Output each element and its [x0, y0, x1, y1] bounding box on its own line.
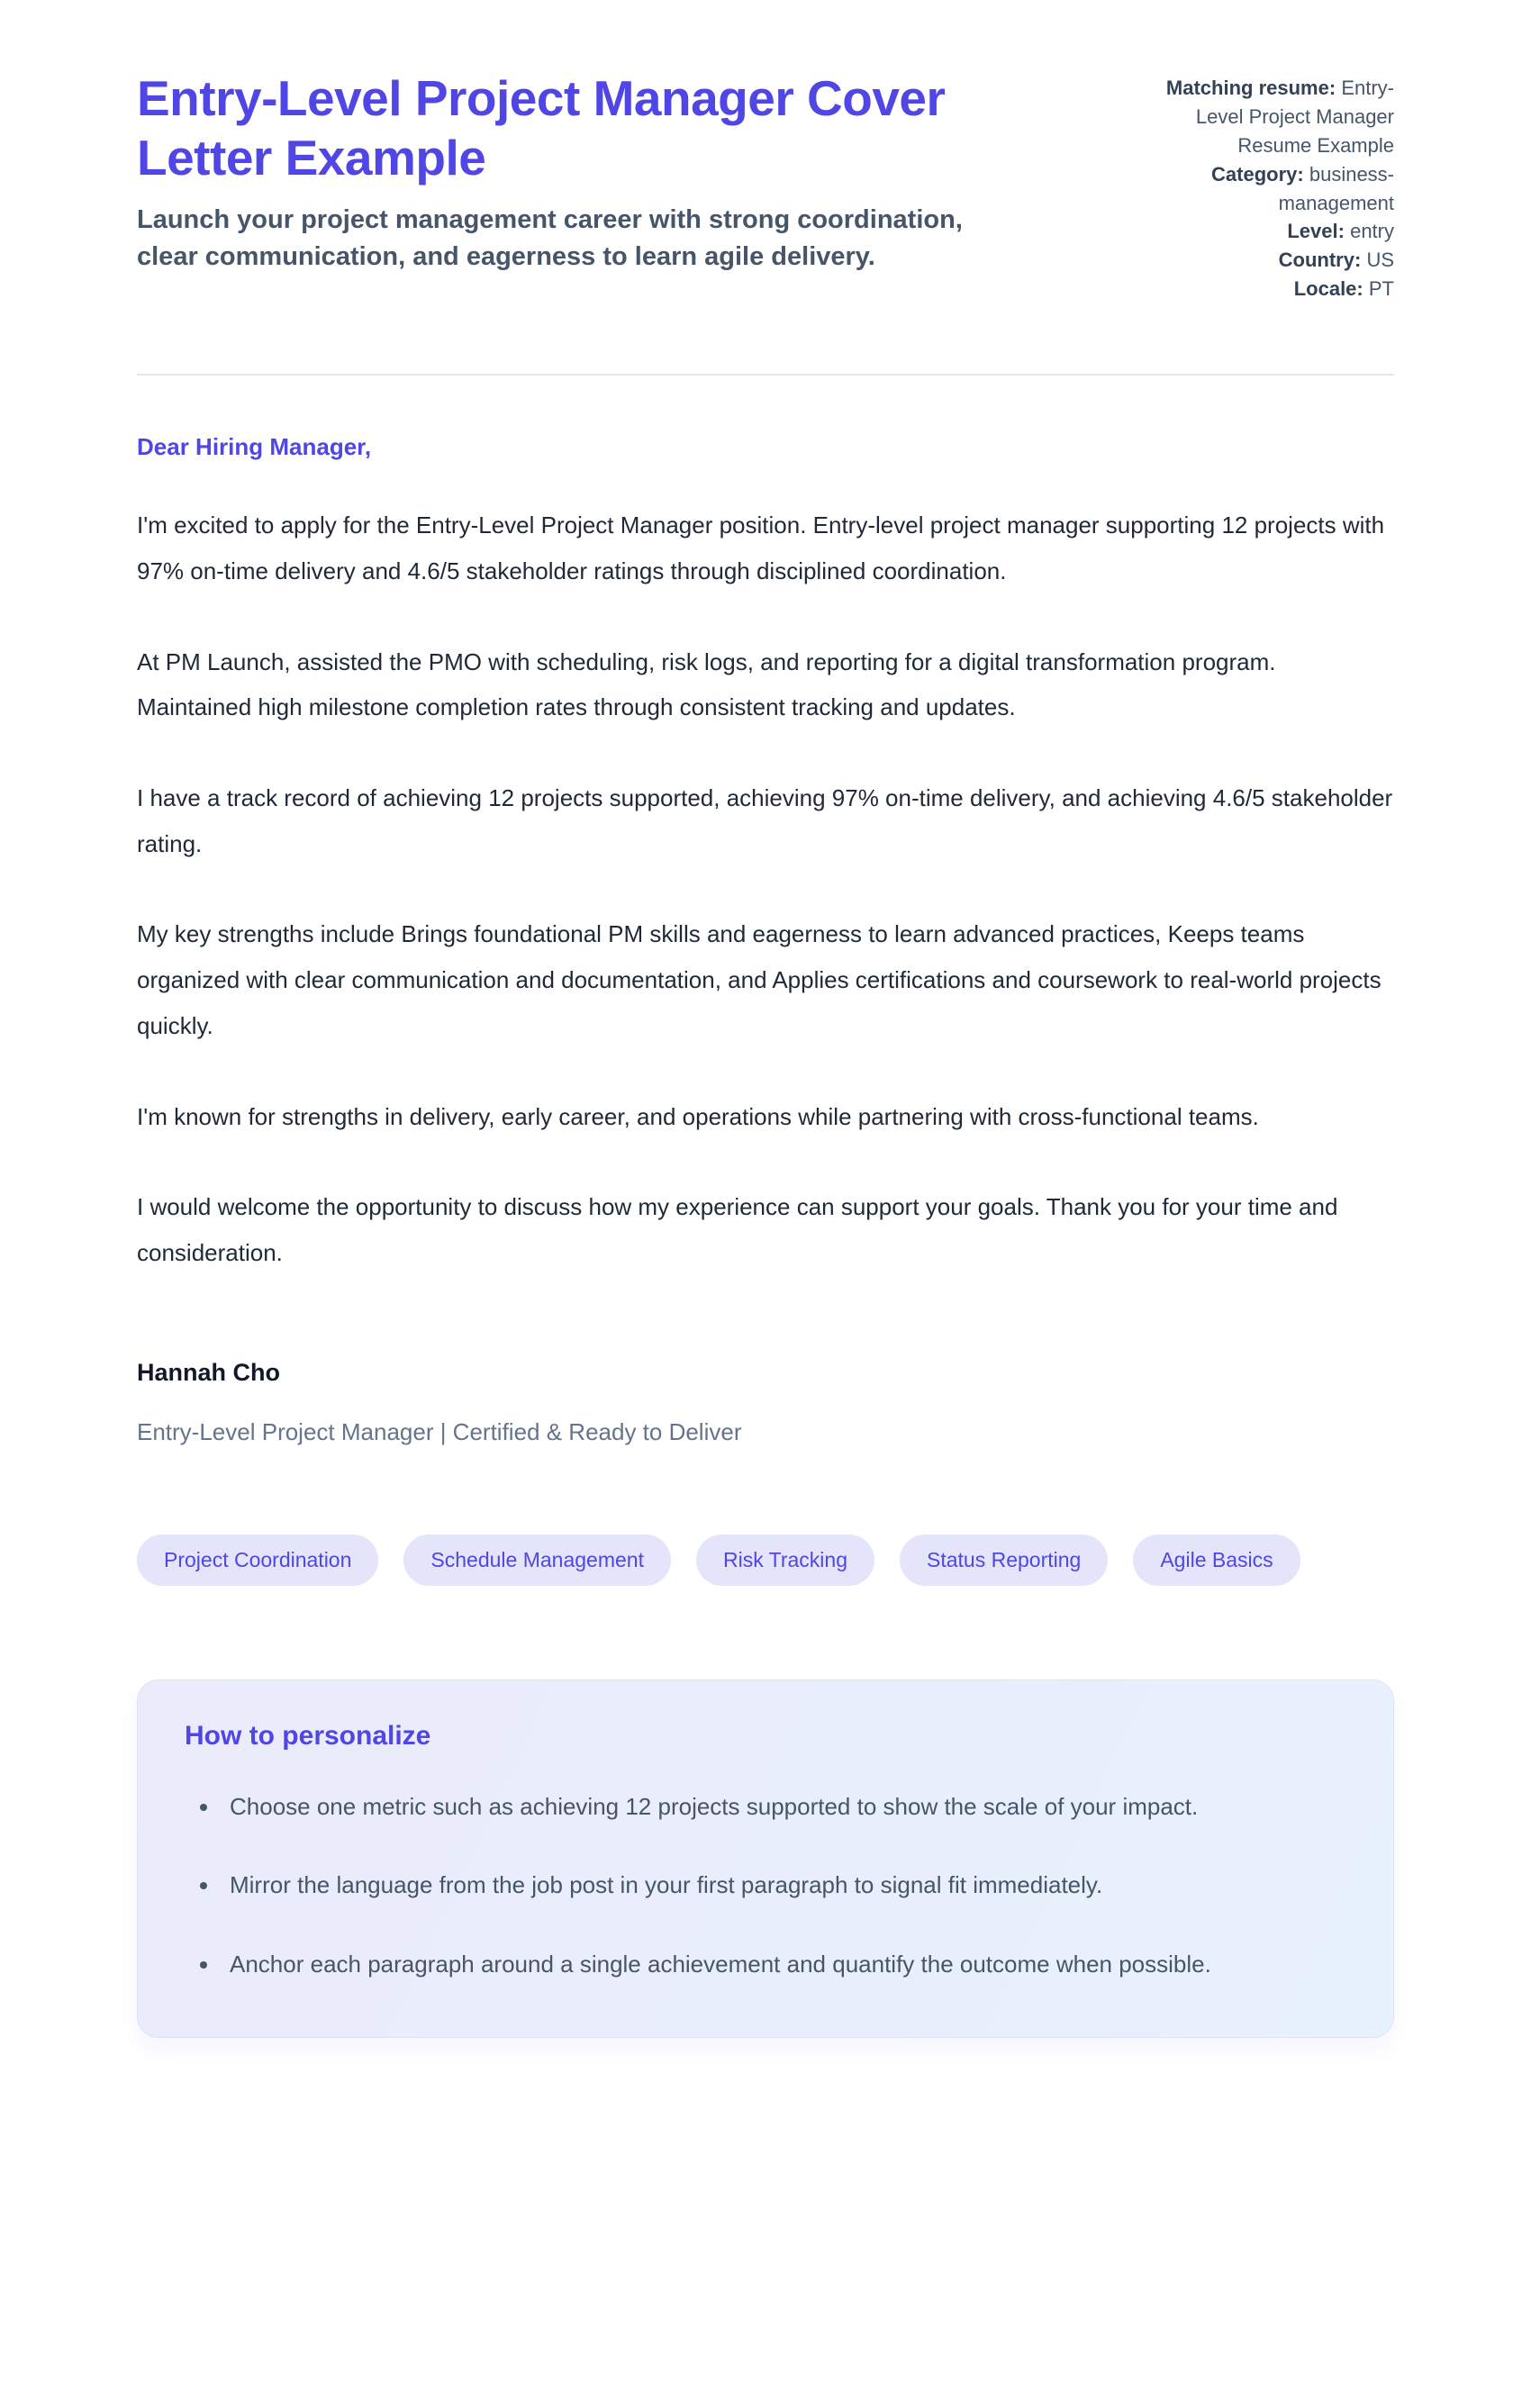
signature-role: Entry-Level Project Manager | Certified & Ready to Deliver [137, 1417, 742, 1445]
letter-paragraph: I would welcome the opportunity to discuss how my experience can support your goals. Thank you for your time and consideration. [137, 1193, 1338, 1266]
meta-country-value: US [1366, 249, 1394, 272]
meta-category-label: Category: [1211, 162, 1304, 186]
meta-category-value: business-management [1278, 162, 1394, 214]
letter-paragraph: I'm excited to apply for the Entry-Level Project Manager position. Entry-level project manager supporting 12 projects with 97% on-time delivery and 4.6/5 stakeholder ratings through disciplined coordination. [137, 511, 1385, 584]
signature-block [137, 1357, 1394, 1453]
signature-name: Hannah Cho [137, 1358, 280, 1386]
meta-country [1124, 246, 1394, 275]
meta-country-label: Country: [1278, 249, 1362, 272]
header-title-block [137, 68, 1028, 276]
letter-paragraph: My key strengths include Brings foundational PM skills and eagerness to learn advanced practices, Keeps teams organized with clear communication and documentation, and Applies certifications and coursework to real-world projects quickly. [137, 920, 1382, 1039]
page-subtitle: Launch your project management career with strong coordination, clear communication, and eagerness to learn agile delivery. [137, 205, 963, 272]
meta-matching-resume [1124, 74, 1394, 160]
letter-paragraph: At PM Launch, assisted the PMO with scheduling, risk logs, and reporting for a digital transformation program. Maintained high milestone completion rates through consistent tracking and updates. [137, 647, 1276, 721]
meta-matching-resume-label: Matching resume: [1165, 77, 1336, 99]
personalize-tip-list [185, 1785, 1346, 1987]
meta-locale-label: Locale: [1293, 277, 1363, 301]
meta-locale-value: PT [1368, 277, 1394, 301]
letter-body [137, 433, 1394, 2038]
skill-tag: Status Reporting [900, 1534, 1108, 1586]
skill-tag: Agile Basics [1133, 1534, 1300, 1586]
greeting: Dear Hiring Manager, [137, 433, 372, 461]
skill-tag: Risk Tracking [696, 1534, 874, 1586]
letter-paragraph: I'm known for strengths in delivery, early career, and operations while partnering with cross-functional teams. [137, 1102, 1259, 1130]
personalize-tip: • Mirror the language from the job post in your first paragraph to signal fit immediately. [221, 1863, 1346, 1907]
meta-locale [1124, 275, 1394, 303]
meta-category [1124, 160, 1394, 218]
meta-matching-resume-value: Entry-Level Project Manager Resume Example [1195, 77, 1394, 157]
meta-level [1124, 217, 1394, 246]
meta-level-label: Level: [1287, 220, 1345, 243]
header [137, 0, 1394, 376]
resume-meta [1124, 68, 1394, 303]
personalize-box [137, 1679, 1394, 2038]
skill-tag: Schedule Management [403, 1534, 671, 1586]
letter-paragraph: I have a track record of achieving 12 projects supported, achieving 97% on-time delivery, and achieving 4.6/5 stakeholder rating. [137, 784, 1393, 857]
personalize-heading: How to personalize [185, 1720, 431, 1751]
meta-level-value: entry [1350, 220, 1394, 243]
personalize-tip: • Choose one metric such as achieving 12 projects supported to show the scale of your impact. [221, 1785, 1346, 1829]
skill-tag-list [137, 1534, 1394, 1586]
page-title: Entry-Level Project Manager Cover Letter Example [137, 70, 946, 186]
personalize-tip: • Anchor each paragraph around a single achievement and quantify the outcome when possible. [221, 1942, 1346, 1987]
skill-tag: Project Coordination [137, 1534, 378, 1586]
